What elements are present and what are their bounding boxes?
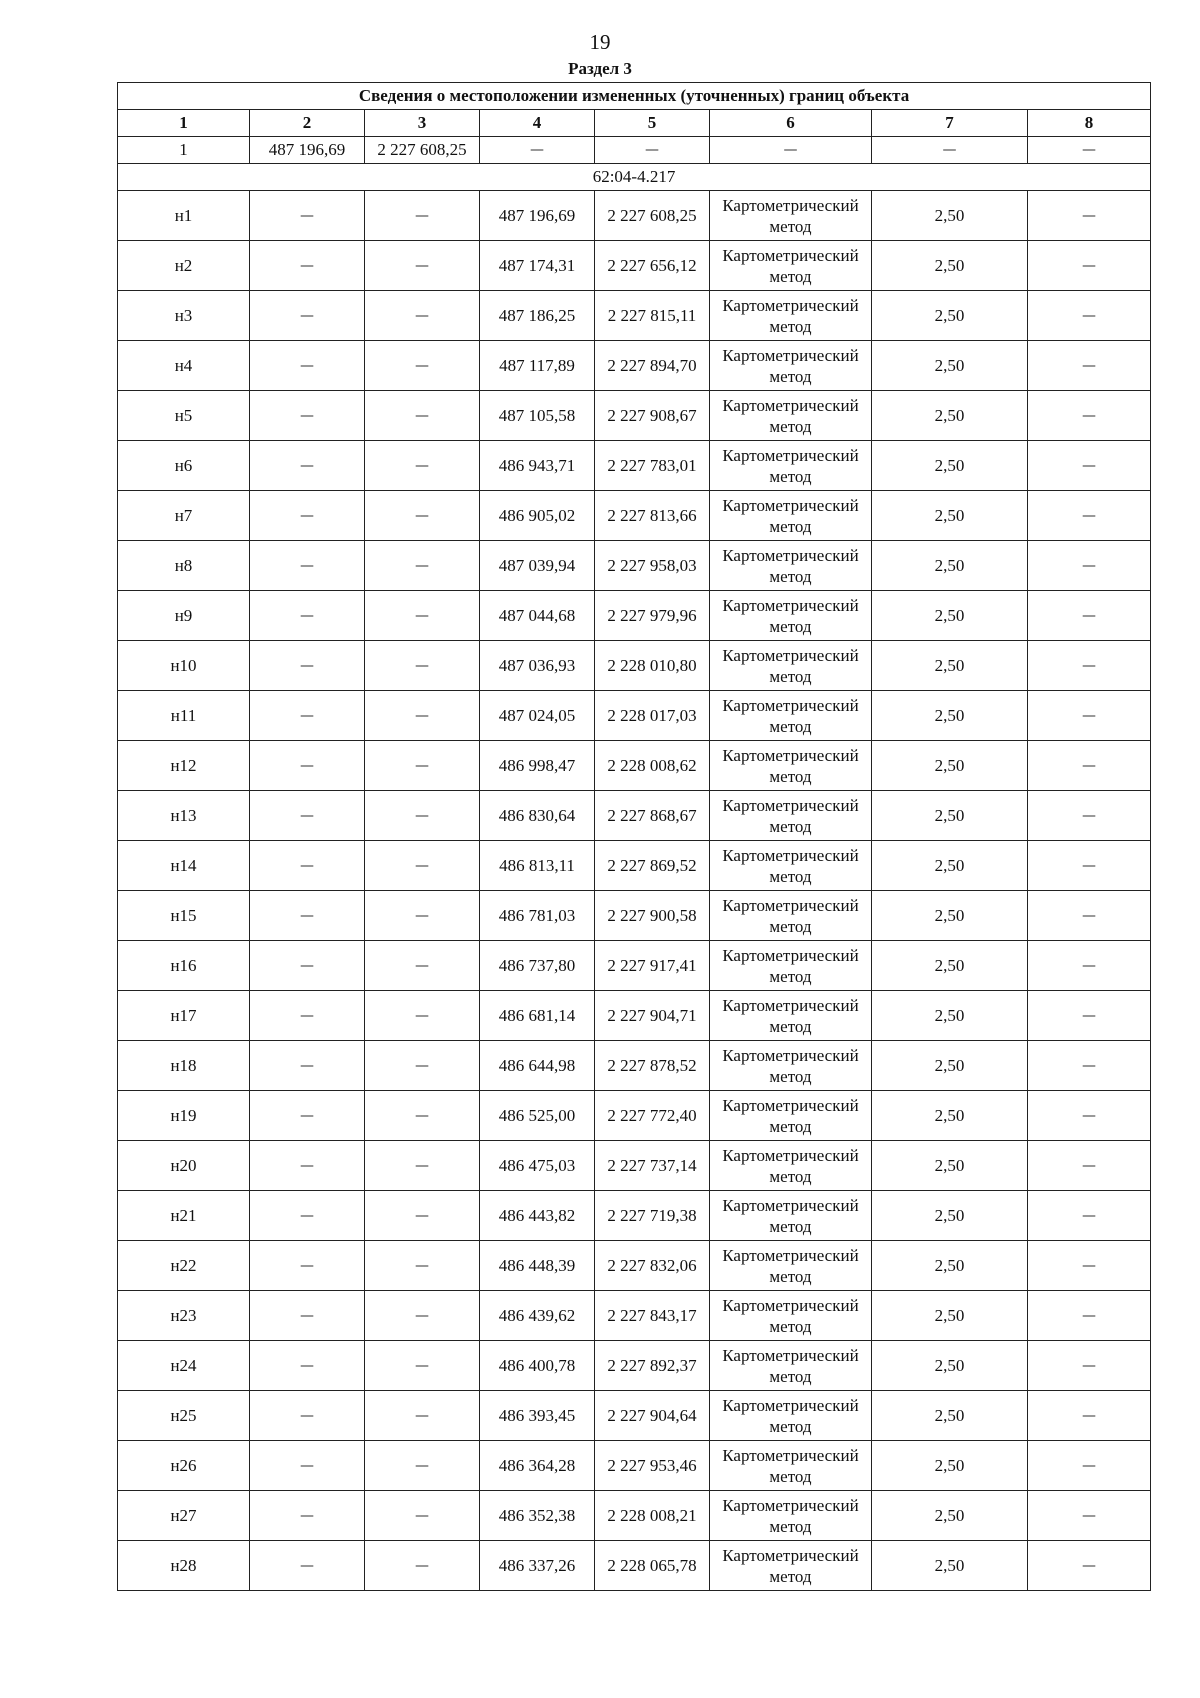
table-row: [118, 391, 1151, 441]
accuracy-cell: 2,50: [872, 1191, 1028, 1241]
new-x-cell: 486 830,64: [480, 791, 595, 841]
new-y-cell: 2 227 892,37: [595, 1341, 710, 1391]
old-y-cell: —: [365, 291, 480, 341]
table-row: [118, 341, 1151, 391]
point-name-cell: н23: [118, 1291, 250, 1341]
accuracy-cell: 2,50: [872, 641, 1028, 691]
new-x-cell: 486 439,62: [480, 1291, 595, 1341]
new-y-cell: 2 228 008,62: [595, 741, 710, 791]
description-cell: —: [1028, 1091, 1151, 1141]
table-row: [118, 1541, 1151, 1591]
old-y-cell: —: [365, 841, 480, 891]
column-number: 3: [365, 110, 480, 137]
old-y-cell: —: [365, 741, 480, 791]
description-cell: —: [1028, 341, 1151, 391]
description-cell: —: [1028, 491, 1151, 541]
new-y-cell: 2 227 900,58: [595, 891, 710, 941]
new-x-cell: 487 196,69: [480, 191, 595, 241]
method-cell: Картометрический метод: [710, 941, 872, 991]
method-cell: Картометрический метод: [710, 641, 872, 691]
old-x-cell: —: [250, 741, 365, 791]
point-name-cell: н19: [118, 1091, 250, 1141]
point-name-cell: н13: [118, 791, 250, 841]
accuracy-cell: 2,50: [872, 191, 1028, 241]
accuracy-cell: 2,50: [872, 1041, 1028, 1091]
old-x-cell: —: [250, 691, 365, 741]
table-row: [118, 741, 1151, 791]
description-cell: —: [1028, 191, 1151, 241]
table-row: [118, 991, 1151, 1041]
old-x-cell: —: [250, 1441, 365, 1491]
old-y-cell: —: [365, 1441, 480, 1491]
old-y-cell: —: [365, 941, 480, 991]
description-cell: —: [1028, 1391, 1151, 1441]
point-name-cell: н16: [118, 941, 250, 991]
old-x-cell: —: [250, 591, 365, 641]
new-y-cell: 2 227 656,12: [595, 241, 710, 291]
new-x-cell: 487 024,05: [480, 691, 595, 741]
method-cell: Картометрический метод: [710, 591, 872, 641]
new-y-cell: 2 228 017,03: [595, 691, 710, 741]
accuracy-cell: 2,50: [872, 1341, 1028, 1391]
new-y-cell: 2 227 908,67: [595, 391, 710, 441]
old-x-cell: —: [250, 1391, 365, 1441]
old-x-cell: —: [250, 791, 365, 841]
column-number: 7: [872, 110, 1028, 137]
table-row: [118, 841, 1151, 891]
new-y-cell: 2 227 904,71: [595, 991, 710, 1041]
description-cell: —: [1028, 841, 1151, 891]
new-y-cell: 2 227 958,03: [595, 541, 710, 591]
old-y-cell: —: [365, 1341, 480, 1391]
method-cell: Картометрический метод: [710, 1541, 872, 1591]
method-cell: Картометрический метод: [710, 491, 872, 541]
new-x-cell: 486 998,47: [480, 741, 595, 791]
column-number-row: [118, 110, 1151, 137]
point-name-cell: н17: [118, 991, 250, 1041]
method-cell: Картометрический метод: [710, 1041, 872, 1091]
table-cell: —: [480, 137, 595, 164]
old-x-cell: —: [250, 1091, 365, 1141]
point-name-cell: н3: [118, 291, 250, 341]
table-row: [118, 191, 1151, 241]
table-row: [118, 1491, 1151, 1541]
old-y-cell: —: [365, 791, 480, 841]
method-cell: Картометрический метод: [710, 991, 872, 1041]
accuracy-cell: 2,50: [872, 691, 1028, 741]
description-cell: —: [1028, 1341, 1151, 1391]
new-x-cell: 487 174,31: [480, 241, 595, 291]
point-name-cell: н14: [118, 841, 250, 891]
description-cell: —: [1028, 391, 1151, 441]
accuracy-cell: 2,50: [872, 741, 1028, 791]
accuracy-cell: 2,50: [872, 1491, 1028, 1541]
point-name-cell: н8: [118, 541, 250, 591]
method-cell: Картометрический метод: [710, 291, 872, 341]
accuracy-cell: 2,50: [872, 1291, 1028, 1341]
new-y-cell: 2 227 719,38: [595, 1191, 710, 1241]
new-y-cell: 2 227 869,52: [595, 841, 710, 891]
old-y-cell: —: [365, 441, 480, 491]
point-name-cell: н12: [118, 741, 250, 791]
method-cell: Картометрический метод: [710, 1141, 872, 1191]
table-row: [118, 1041, 1151, 1091]
point-name-cell: н7: [118, 491, 250, 541]
method-cell: Картометрический метод: [710, 1191, 872, 1241]
description-cell: —: [1028, 541, 1151, 591]
point-name-cell: н24: [118, 1341, 250, 1391]
accuracy-cell: 2,50: [872, 1141, 1028, 1191]
new-x-cell: 487 186,25: [480, 291, 595, 341]
old-y-cell: —: [365, 191, 480, 241]
method-cell: Картометрический метод: [710, 1491, 872, 1541]
old-x-cell: —: [250, 1541, 365, 1591]
new-x-cell: 486 644,98: [480, 1041, 595, 1091]
old-x-cell: —: [250, 491, 365, 541]
table-row: [118, 1341, 1151, 1391]
new-y-cell: 2 227 815,11: [595, 291, 710, 341]
new-y-cell: 2 227 917,41: [595, 941, 710, 991]
accuracy-cell: 2,50: [872, 291, 1028, 341]
table-row: [118, 491, 1151, 541]
table-body: [118, 137, 1151, 1591]
point-name-cell: н22: [118, 1241, 250, 1291]
old-y-cell: —: [365, 1491, 480, 1541]
method-cell: Картометрический метод: [710, 841, 872, 891]
description-cell: —: [1028, 641, 1151, 691]
table-row: [118, 1441, 1151, 1491]
method-cell: Картометрический метод: [710, 891, 872, 941]
boundary-coordinates-table: [117, 82, 1151, 1591]
old-x-cell: —: [250, 1491, 365, 1541]
accuracy-cell: 2,50: [872, 1091, 1028, 1141]
description-cell: —: [1028, 991, 1151, 1041]
old-y-cell: —: [365, 591, 480, 641]
new-y-cell: 2 227 737,14: [595, 1141, 710, 1191]
accuracy-cell: 2,50: [872, 1241, 1028, 1291]
column-number: 2: [250, 110, 365, 137]
table-row: [118, 1191, 1151, 1241]
object-id-row: [118, 164, 1151, 191]
old-x-cell: —: [250, 641, 365, 691]
old-y-cell: —: [365, 241, 480, 291]
new-y-cell: 2 227 772,40: [595, 1091, 710, 1141]
method-cell: Картометрический метод: [710, 541, 872, 591]
point-name-cell: н27: [118, 1491, 250, 1541]
table-row: [118, 1391, 1151, 1441]
old-x-cell: —: [250, 1291, 365, 1341]
column-number: 6: [710, 110, 872, 137]
description-cell: —: [1028, 1491, 1151, 1541]
new-y-cell: 2 228 008,21: [595, 1491, 710, 1541]
accuracy-cell: 2,50: [872, 1391, 1028, 1441]
old-y-cell: —: [365, 341, 480, 391]
old-x-cell: —: [250, 891, 365, 941]
new-x-cell: 486 737,80: [480, 941, 595, 991]
new-x-cell: 486 681,14: [480, 991, 595, 1041]
old-y-cell: —: [365, 991, 480, 1041]
description-cell: —: [1028, 1541, 1151, 1591]
column-number: 4: [480, 110, 595, 137]
old-x-cell: —: [250, 191, 365, 241]
point-name-cell: н2: [118, 241, 250, 291]
method-cell: Картометрический метод: [710, 741, 872, 791]
table-cell: 1: [118, 137, 250, 164]
new-y-cell: 2 227 953,46: [595, 1441, 710, 1491]
accuracy-cell: 2,50: [872, 941, 1028, 991]
description-cell: —: [1028, 291, 1151, 341]
point-name-cell: н1: [118, 191, 250, 241]
table-cell: 487 196,69: [250, 137, 365, 164]
table-row: [118, 137, 1151, 164]
new-y-cell: 2 227 832,06: [595, 1241, 710, 1291]
table-cell: —: [1028, 137, 1151, 164]
new-y-cell: 2 227 783,01: [595, 441, 710, 491]
old-x-cell: —: [250, 341, 365, 391]
description-cell: —: [1028, 741, 1151, 791]
new-x-cell: 487 117,89: [480, 341, 595, 391]
table-row: [118, 791, 1151, 841]
method-cell: Картометрический метод: [710, 391, 872, 441]
new-y-cell: 2 227 843,17: [595, 1291, 710, 1341]
table-row: [118, 541, 1151, 591]
table-row: [118, 591, 1151, 641]
new-x-cell: 486 443,82: [480, 1191, 595, 1241]
new-x-cell: 486 781,03: [480, 891, 595, 941]
new-x-cell: 486 475,03: [480, 1141, 595, 1191]
old-y-cell: —: [365, 641, 480, 691]
description-cell: —: [1028, 1041, 1151, 1091]
old-y-cell: —: [365, 1391, 480, 1441]
table-cell: —: [710, 137, 872, 164]
old-x-cell: —: [250, 1241, 365, 1291]
accuracy-cell: 2,50: [872, 341, 1028, 391]
table-row: [118, 891, 1151, 941]
new-y-cell: 2 227 813,66: [595, 491, 710, 541]
method-cell: Картометрический метод: [710, 441, 872, 491]
old-y-cell: —: [365, 691, 480, 741]
method-cell: Картометрический метод: [710, 191, 872, 241]
new-x-cell: 486 448,39: [480, 1241, 595, 1291]
object-id: 62:04-4.217: [118, 164, 1151, 191]
description-cell: —: [1028, 891, 1151, 941]
point-name-cell: н26: [118, 1441, 250, 1491]
description-cell: —: [1028, 591, 1151, 641]
old-y-cell: —: [365, 1041, 480, 1091]
old-y-cell: —: [365, 1241, 480, 1291]
point-name-cell: н28: [118, 1541, 250, 1591]
accuracy-cell: 2,50: [872, 891, 1028, 941]
accuracy-cell: 2,50: [872, 1441, 1028, 1491]
old-x-cell: —: [250, 1341, 365, 1391]
new-x-cell: 486 352,38: [480, 1491, 595, 1541]
method-cell: Картометрический метод: [710, 1241, 872, 1291]
point-name-cell: н15: [118, 891, 250, 941]
new-x-cell: 486 337,26: [480, 1541, 595, 1591]
new-x-cell: 487 105,58: [480, 391, 595, 441]
table-row: [118, 691, 1151, 741]
new-y-cell: 2 227 894,70: [595, 341, 710, 391]
point-name-cell: н9: [118, 591, 250, 641]
new-x-cell: 487 044,68: [480, 591, 595, 641]
new-x-cell: 487 036,93: [480, 641, 595, 691]
section-title: Раздел 3: [568, 59, 632, 78]
accuracy-cell: 2,50: [872, 991, 1028, 1041]
old-y-cell: —: [365, 1091, 480, 1141]
table-caption-row: [118, 83, 1151, 110]
new-y-cell: 2 228 065,78: [595, 1541, 710, 1591]
description-cell: —: [1028, 1291, 1151, 1341]
point-name-cell: н21: [118, 1191, 250, 1241]
old-y-cell: —: [365, 391, 480, 441]
column-number: 1: [118, 110, 250, 137]
description-cell: —: [1028, 241, 1151, 291]
new-x-cell: 486 525,00: [480, 1091, 595, 1141]
old-x-cell: —: [250, 241, 365, 291]
old-y-cell: —: [365, 891, 480, 941]
point-name-cell: н25: [118, 1391, 250, 1441]
new-x-cell: 486 364,28: [480, 1441, 595, 1491]
old-x-cell: —: [250, 291, 365, 341]
new-x-cell: 486 400,78: [480, 1341, 595, 1391]
point-name-cell: н4: [118, 341, 250, 391]
table-row: [118, 1291, 1151, 1341]
old-x-cell: —: [250, 1041, 365, 1091]
column-number: 5: [595, 110, 710, 137]
table-row: [118, 641, 1151, 691]
accuracy-cell: 2,50: [872, 591, 1028, 641]
point-name-cell: н18: [118, 1041, 250, 1091]
old-x-cell: —: [250, 1191, 365, 1241]
new-y-cell: 2 227 878,52: [595, 1041, 710, 1091]
point-name-cell: н11: [118, 691, 250, 741]
description-cell: —: [1028, 1241, 1151, 1291]
method-cell: Картометрический метод: [710, 341, 872, 391]
accuracy-cell: 2,50: [872, 1541, 1028, 1591]
method-cell: Картометрический метод: [710, 1441, 872, 1491]
column-number: 8: [1028, 110, 1151, 137]
new-x-cell: 486 393,45: [480, 1391, 595, 1441]
accuracy-cell: 2,50: [872, 791, 1028, 841]
old-x-cell: —: [250, 841, 365, 891]
old-y-cell: —: [365, 1191, 480, 1241]
method-cell: Картометрический метод: [710, 691, 872, 741]
accuracy-cell: 2,50: [872, 491, 1028, 541]
description-cell: —: [1028, 691, 1151, 741]
new-x-cell: 486 813,11: [480, 841, 595, 891]
new-x-cell: 486 905,02: [480, 491, 595, 541]
accuracy-cell: 2,50: [872, 241, 1028, 291]
old-x-cell: —: [250, 391, 365, 441]
table-row: [118, 941, 1151, 991]
new-y-cell: 2 227 979,96: [595, 591, 710, 641]
new-x-cell: 486 943,71: [480, 441, 595, 491]
table-cell: —: [872, 137, 1028, 164]
old-y-cell: —: [365, 1291, 480, 1341]
old-y-cell: —: [365, 541, 480, 591]
point-name-cell: н6: [118, 441, 250, 491]
new-x-cell: 487 039,94: [480, 541, 595, 591]
new-y-cell: 2 227 904,64: [595, 1391, 710, 1441]
description-cell: —: [1028, 1141, 1151, 1191]
table-row: [118, 1141, 1151, 1191]
description-cell: —: [1028, 941, 1151, 991]
table-cell: —: [595, 137, 710, 164]
method-cell: Картометрический метод: [710, 1391, 872, 1441]
description-cell: —: [1028, 791, 1151, 841]
method-cell: Картометрический метод: [710, 1341, 872, 1391]
old-x-cell: —: [250, 1141, 365, 1191]
table-row: [118, 1091, 1151, 1141]
accuracy-cell: 2,50: [872, 541, 1028, 591]
description-cell: —: [1028, 1441, 1151, 1491]
description-cell: —: [1028, 441, 1151, 491]
table-row: [118, 441, 1151, 491]
new-y-cell: 2 227 608,25: [595, 191, 710, 241]
point-name-cell: н5: [118, 391, 250, 441]
accuracy-cell: 2,50: [872, 391, 1028, 441]
accuracy-cell: 2,50: [872, 841, 1028, 891]
table-cell: 2 227 608,25: [365, 137, 480, 164]
new-y-cell: 2 228 010,80: [595, 641, 710, 691]
new-y-cell: 2 227 868,67: [595, 791, 710, 841]
old-y-cell: —: [365, 491, 480, 541]
table-caption: Сведения о местоположении измененных (уточненных) границ объекта: [118, 83, 1151, 110]
point-name-cell: н20: [118, 1141, 250, 1191]
old-x-cell: —: [250, 441, 365, 491]
old-x-cell: —: [250, 941, 365, 991]
point-name-cell: н10: [118, 641, 250, 691]
old-y-cell: —: [365, 1141, 480, 1191]
accuracy-cell: 2,50: [872, 441, 1028, 491]
old-x-cell: —: [250, 991, 365, 1041]
method-cell: Картометрический метод: [710, 1091, 872, 1141]
table-row: [118, 291, 1151, 341]
old-x-cell: —: [250, 541, 365, 591]
method-cell: Картометрический метод: [710, 1291, 872, 1341]
description-cell: —: [1028, 1191, 1151, 1241]
table-row: [118, 241, 1151, 291]
table-row: [118, 1241, 1151, 1291]
page-number: 19: [589, 30, 611, 54]
old-y-cell: —: [365, 1541, 480, 1591]
method-cell: Картометрический метод: [710, 241, 872, 291]
method-cell: Картометрический метод: [710, 791, 872, 841]
